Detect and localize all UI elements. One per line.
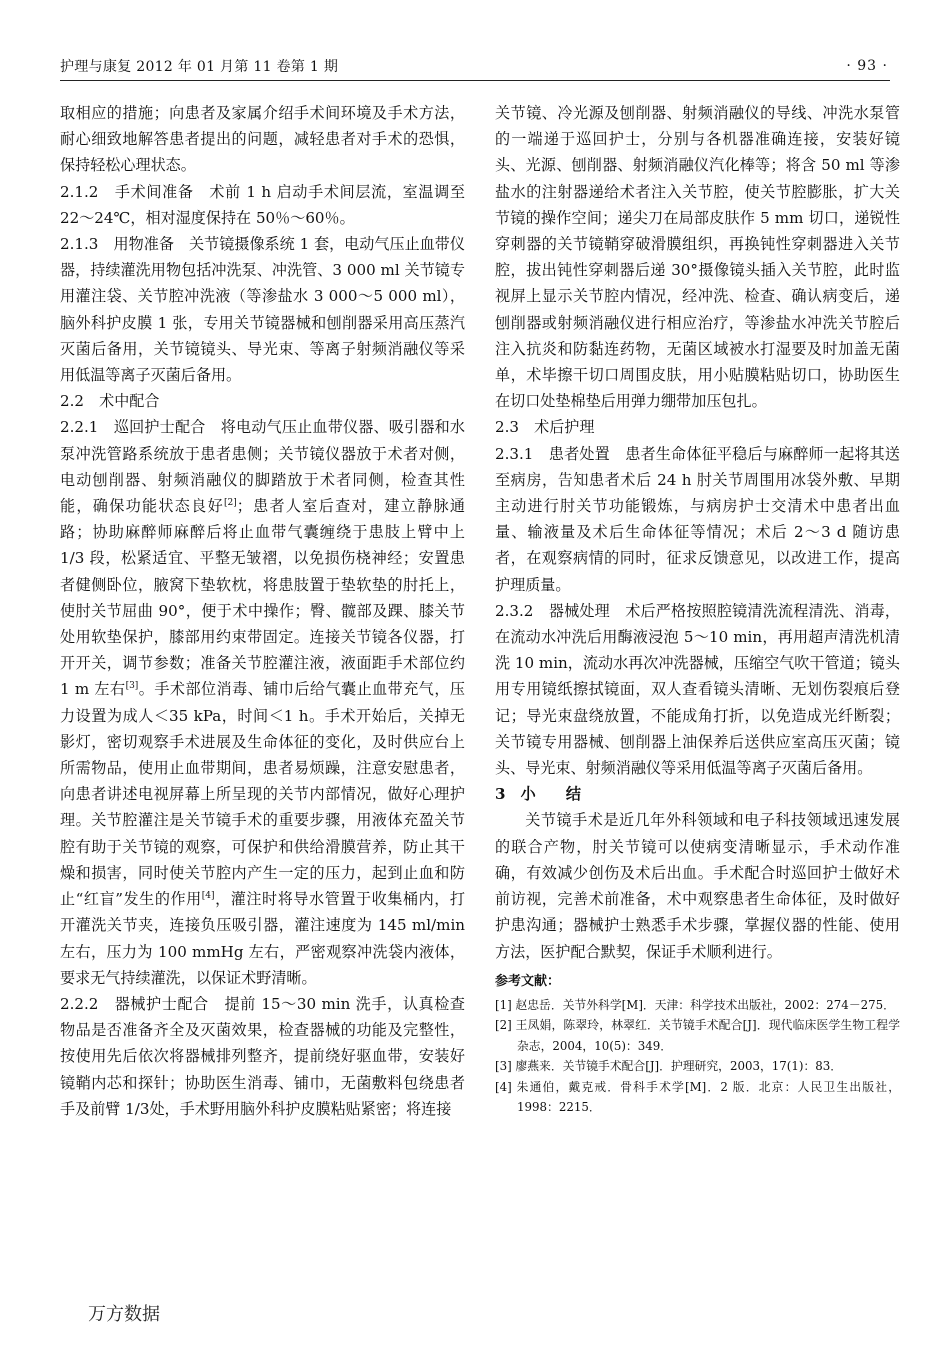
text-run: 2.2.1 巡回护士配合 将电动气压止血带仪器、吸引器和水泵冲洗管路系统放于患者患侧；关节镜仪器放于术者对侧，电动刨削器、射频消融仪的脚踏放于术者同侧，检查其性能，确保功能状态良好 [60,418,465,516]
journal-header: 护理与康复 2012 年 01 月第 11 卷第 1 期 [60,59,339,75]
reference-item: [2] 王凤娟，陈翠玲，林翠红．关节镜手术配合[J]．现代临床医学生物工程学杂志，2004，10(5)：349． [495,1018,900,1053]
section-2-2-1 [60,414,465,990]
section-2-3-1: 2.3.1 患者处置 患者生命体征平稳后与麻醉师一起将其送至病房，告知患者术后 24 h 肘关节周围用冰袋外敷、早期主动进行肘关节功能锻炼，与病房护士交清术中患者出血量、输液量及术后生命体征等情况；术后 2～3 d 随访患者，在观察病情的同时，征求反馈意见，以改进工作，提高护理质量。 [495,444,900,594]
references-list [495,995,900,1118]
reference-item: [4] 朱通伯，戴克戒．骨科手术学[M]．2 版．北京：人民卫生出版社，1998：2215． [495,1079,900,1115]
left-column [60,100,465,1122]
citation-2[interactable]: [2] [223,498,237,509]
right-column [495,100,900,1118]
page-number: · 93 · [846,58,888,74]
section-2-1-3: 2.1.3 用物准备 关节镜摄像系统 1 套，电动气压止血带仪器，持续灌洗用物包括冲洗泵、冲洗管、3 000 ml 关节镜专用灌注袋、关节腔冲洗液（等渗盐水 3 000～5 000 ml），脑外科护皮膜 1 张，专用关节镜器械和刨削器采用高压蒸汽灭菌后备用，关节镜镜头、导光束、等离子射频消融仪等采用低温等离子灭菌后备用。 [60,235,465,385]
text-run: ，灌注时将导水管置于收集桶内，打开灌洗关节夹，连接负压吸引器，灌注速度为 145 ml/min 左右，压力为 100 mmHg 左右，严密观察冲洗袋内液体，要求无气持续灌洗，以保证术野清晰。 [60,890,465,987]
citation-3[interactable]: [3] [125,681,139,692]
heading-3-summary: 3 小 结 [495,785,581,804]
reference-item: [1] 赵忠岳．关节外科学[M]．天津：科学技术出版社，2002：274－275． [495,997,895,1012]
summary-paragraph: 关节镜手术是近几年外科领域和电子科技领域迅速发展的联合产物，肘关节镜可以使病变清晰显示，手术动作准确，有效减少创伤及术后出血。手术配合时巡回护士做好术前访视，完善术前准备，术中观察患者生命体征，及时做好护患沟通；器械护士熟悉手术步骤，掌握仪器的性能、使用方法，医护配合默契，保证手术顺利进行。 [495,811,900,961]
reference-item: [3] 廖燕来．关节镜手术配合[J]．护理研究，2003，17(1)：83． [495,1059,843,1074]
watermark: 万方数据 [88,1304,160,1325]
section-2-1-2: 2.1.2 手术间准备 术前 1 h 启动手术间层流，室温调至 22～24℃，相对湿度保持在 50％～60％。 [60,182,465,227]
text-run: 。手术部位消毒、铺巾后给气囊止血带充气，压力设置为成人＜35 kPa，时间＜1 h。手术开始后，关掉无影灯，密切观察手术进展及生命体征的变化，及时供应台上所需物品，使用止血带期间，患者易烦躁，注意安慰患者，向患者讲述电视屏幕上所呈现的关节内部情况，做好心理护理。关节腔灌注是关节镜手术的重要步骤，用液体充盈关节腔有助于关节镜的观察，可保护和供给滑膜营养，防止其干燥和损害，同时使关节腔内产生一定的压力，起到止血和防止“红盲”发生的作用 [60,680,465,909]
references-title: 参考文献： [495,973,561,989]
text-run: ；患者人室后查对，建立静脉通路；协助麻醉师麻醉后将止血带气囊缠绕于患肢上臂中上 1/3 段，松紧适宜、平整无皱褶，以免损伤桡神经；安置患者健侧卧位，腋窝下垫软枕，将患肢置于垫软垫的肘托上，使肘关节屈曲 90°，便于术中操作；臀、髋部及踝、膝关节处用软垫保护，膝部用约束带固定。连接关节镜各仪器，打开开关，调节参数；准备关节腔灌注液，液面距手术部位约 1 m 左右 [60,497,465,699]
section-2-3-2: 2.3.2 器械处理 术后严格按照腔镜清洗流程清洗、消毒，在流动水冲洗后用酶液浸泡 5～10 min，再用超声清洗机清洗 10 min，流动水再次冲洗器械，压缩空气吹干管道；镜头用专用镜纸擦拭镜面，双人查看镜头清晰、无划伤裂痕后登记；导光束盘绕放置，不能成角打折，以免造成光纤断裂；关节镜专用器械、刨削器上油保养后送供应室高压灭菌；镜头、导光束、射频消融仪等采用低温等离子灭菌后备用。 [495,601,900,778]
header-divider [60,80,890,81]
section-2-2-2: 2.2.2 器械护士配合 提前 15～30 min 洗手，认真检查物品是否准备齐全及灭菌效果，检查器械的功能及完整性，按使用先后依次将器械排列整齐，提前绕好驱血带，安装好镜鞘内芯和探针；协助医生消毒、铺巾，无菌敷料包绕患者手及前臂 1/3处，手术野用脑外科护皮膜粘贴紧密；将连接 [60,994,465,1118]
citation-4[interactable]: [4] [201,891,215,902]
heading-2-3: 2.3 术后护理 [495,418,595,437]
heading-2-2: 2.2 术中配合 [60,392,160,411]
paragraph: 取相应的措施；向患者及家属介绍手术间环境及手术方法，耐心细致地解答患者提出的问题，减轻患者对手术的恐惧，保持轻松心理状态。 [60,104,465,175]
paragraph: 关节镜、冷光源及刨削器、射频消融仪的导线、冲洗水泵管的一端递于巡回护士，分别与各机器准确连接，安装好镜头、光源、刨削器、射频消融仪汽化棒等；将含 50 ml 等渗盐水的注射器递给术者注入关节腔，使关节腔膨胀，扩大关节镜的操作空间；递尖刀在局部皮肤作 5 mm 切口，递锐性穿刺器的关节镜鞘穿破滑膜组织，再换钝性穿刺器进入关节腔，拔出钝性穿刺器后递 30°摄像镜头插入关节腔，此时监视屏上显示关节腔内情况，经冲洗、检查、确认病变后，递刨削器或射频消融仪进行相应治疗，等渗盐水冲洗关节腔后注入抗炎和防黏连药物，无菌区域被水打湿要及时加盖无菌单，术毕擦干切口周围皮肤，用小贴膜粘贴切口，协助医生在切口处垫棉垫后用弹力绷带加压包扎。 [495,104,900,411]
